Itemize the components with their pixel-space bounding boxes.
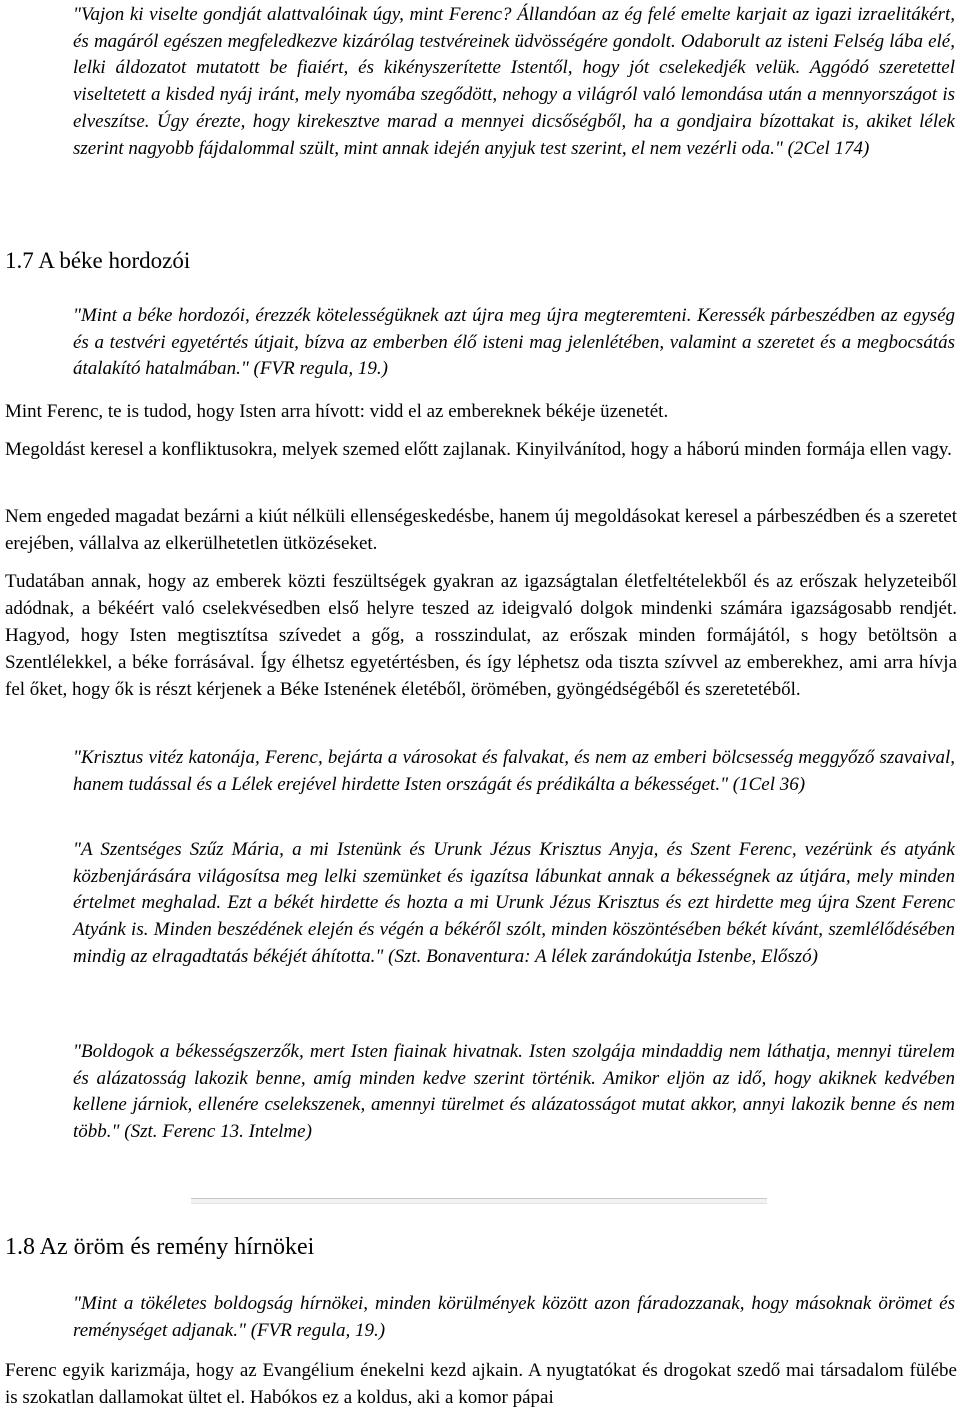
section-heading-1-8: 1.8 Az öröm és remény hírnökei bbox=[5, 1234, 315, 1260]
paragraph-1: Mint Ferenc, te is tudod, hogy Isten arra hívott: vidd el az embereknek békéje üzenetét. bbox=[5, 401, 669, 422]
opening-quote: "Vajon ki viselte gondját alattvalóinak úgy, mint Ferenc? Állandóan az ég felé emelte karjait az igazi izraelitákért, és magáról egészen megfeledkezve kizárólag testvéreinek üdvösségére gondolt. Odaborult az isteni Felség lába elé, lelki áldozatot mutatott be fiaiért, és kikényszerítette Istentől, hogy jót cselekedjék velük. Aggódó szeretettel viseltetett a kisded nyáj iránt, mely nyomába szegődött, nehogy a világról való lemondása után a mennyországot is elveszítse. Úgy érezte, hogy kirekesztve marad a mennyei dicsőségből, ha a gondjaira bízottakat is, akiket lélek szerint nagyobb fájdalommal szült, mint annak idején anyjuk test szerint, el nem vezérli oda." (2Cel 174) bbox=[73, 4, 955, 159]
paragraph-4: Tudatában annak, hogy az emberek közti feszültségek gyakran az igazságtalan életfeltételekből és az erőszak helyzeteiből adódnak, a békéért való cselekvésedben első helyre teszed az ideigvaló dolgok mindenki számára igazságosabb rendjét. Hagyod, hogy Isten megtisztítsa szívedet a gőg, a rosszindulat, az erőszak minden formájától, s hogy betöltsön a Szentlélekkel, a béke forrásával. Így élhetsz egyetértésben, és így léphetsz oda tiszta szívvel az emberekhez, ami arra hívja fel őket, hogy ők is részt kérjenek a Béke Istenének életéből, örömében, gyöngédségéből és szeretetéből. bbox=[5, 571, 957, 700]
horizontal-divider bbox=[191, 1198, 767, 1204]
rule-quote-1-8: "Mint a tökéletes boldogság hírnökei, minden körülmények között azon fáradozzanak, hogy másoknak örömet és reménységet adjanak." (FVR regula, 19.) bbox=[73, 1293, 955, 1341]
section-heading-1-7: 1.7 A béke hordozói bbox=[5, 248, 191, 273]
paragraph-5: Ferenc egyik karizmája, hogy az Evangélium énekelni kezd ajkain. A nyugtatókat és drogokat szedő mai társadalom fülébe is szokatlan dallamokat ültet el. Habókos ez a koldus, aki a komor pápai bbox=[5, 1360, 957, 1408]
quote-celano: "Krisztus vitéz katonája, Ferenc, bejárta a városokat és falvakat, és nem az emberi bölcsesség meggyőző szavaival, hanem tudással és a Lélek erejével hirdette Isten országát és prédikálta a békességet." (1Cel 36) bbox=[73, 747, 955, 795]
quote-bonaventura: "A Szentséges Szűz Mária, a mi Istenünk és Urunk Jézus Krisztus Anyja, és Szent Ferenc, vezérünk és atyánk közbenjárására világosítsa meg lelki szemünket és igazítsa lábunkat annak a békességnek az útjára, mely minden értelmet meghalad. Ezt a békét hirdette és hozta a mi Urunk Jézus Krisztus és ezt hirdette meg újra Szent Ferenc Atyánk is. Minden beszédének elején és végén a békéről szólt, minden köszöntésében békét kívánt, szemlélődésében mindig az elragadtatás békéjét áhította." (Szt. Bonaventura: A lélek zarándokútja Istenbe, Előszó) bbox=[73, 839, 955, 967]
rule-quote-1-7: "Mint a béke hordozói, érezzék kötelességüknek azt újra meg újra megteremteni. Keressék párbeszédben az egység és a testvéri egyetértés útjait, bízva az emberben élő isteni mag jelenlétében, valamint a szeretet és a megbocsátás átalakító hatalmában." (FVR regula, 19.) bbox=[73, 305, 955, 380]
paragraph-3: Nem engeded magadat bezárni a kiút nélküli ellenségeskedésbe, hanem új megoldásokat keresel a párbeszédben és a szeretet erejében, vállalva az elkerülhetetlen ütközéseket. bbox=[5, 506, 957, 554]
paragraph-2: Megoldást keresel a konfliktusokra, melyek szemed előtt zajlanak. Kinyilvánítod, hogy a háború minden formája ellen vagy. bbox=[5, 439, 952, 460]
quote-intelme: "Boldogok a békességszerzők, mert Isten fiainak hivatnak. Isten szolgája mindaddig nem láthatja, mennyi türelem és alázatosság lakozik benne, amíg minden kedve szerint történik. Amikor eljön az idő, hogy akiknek kedvében kellene járniok, ellenére cselekszenek, amennyi türelmet és alázatosságot mutat akkor, annyi lakozik benne és nem több." (Szt. Ferenc 13. Intelme) bbox=[73, 1041, 955, 1143]
